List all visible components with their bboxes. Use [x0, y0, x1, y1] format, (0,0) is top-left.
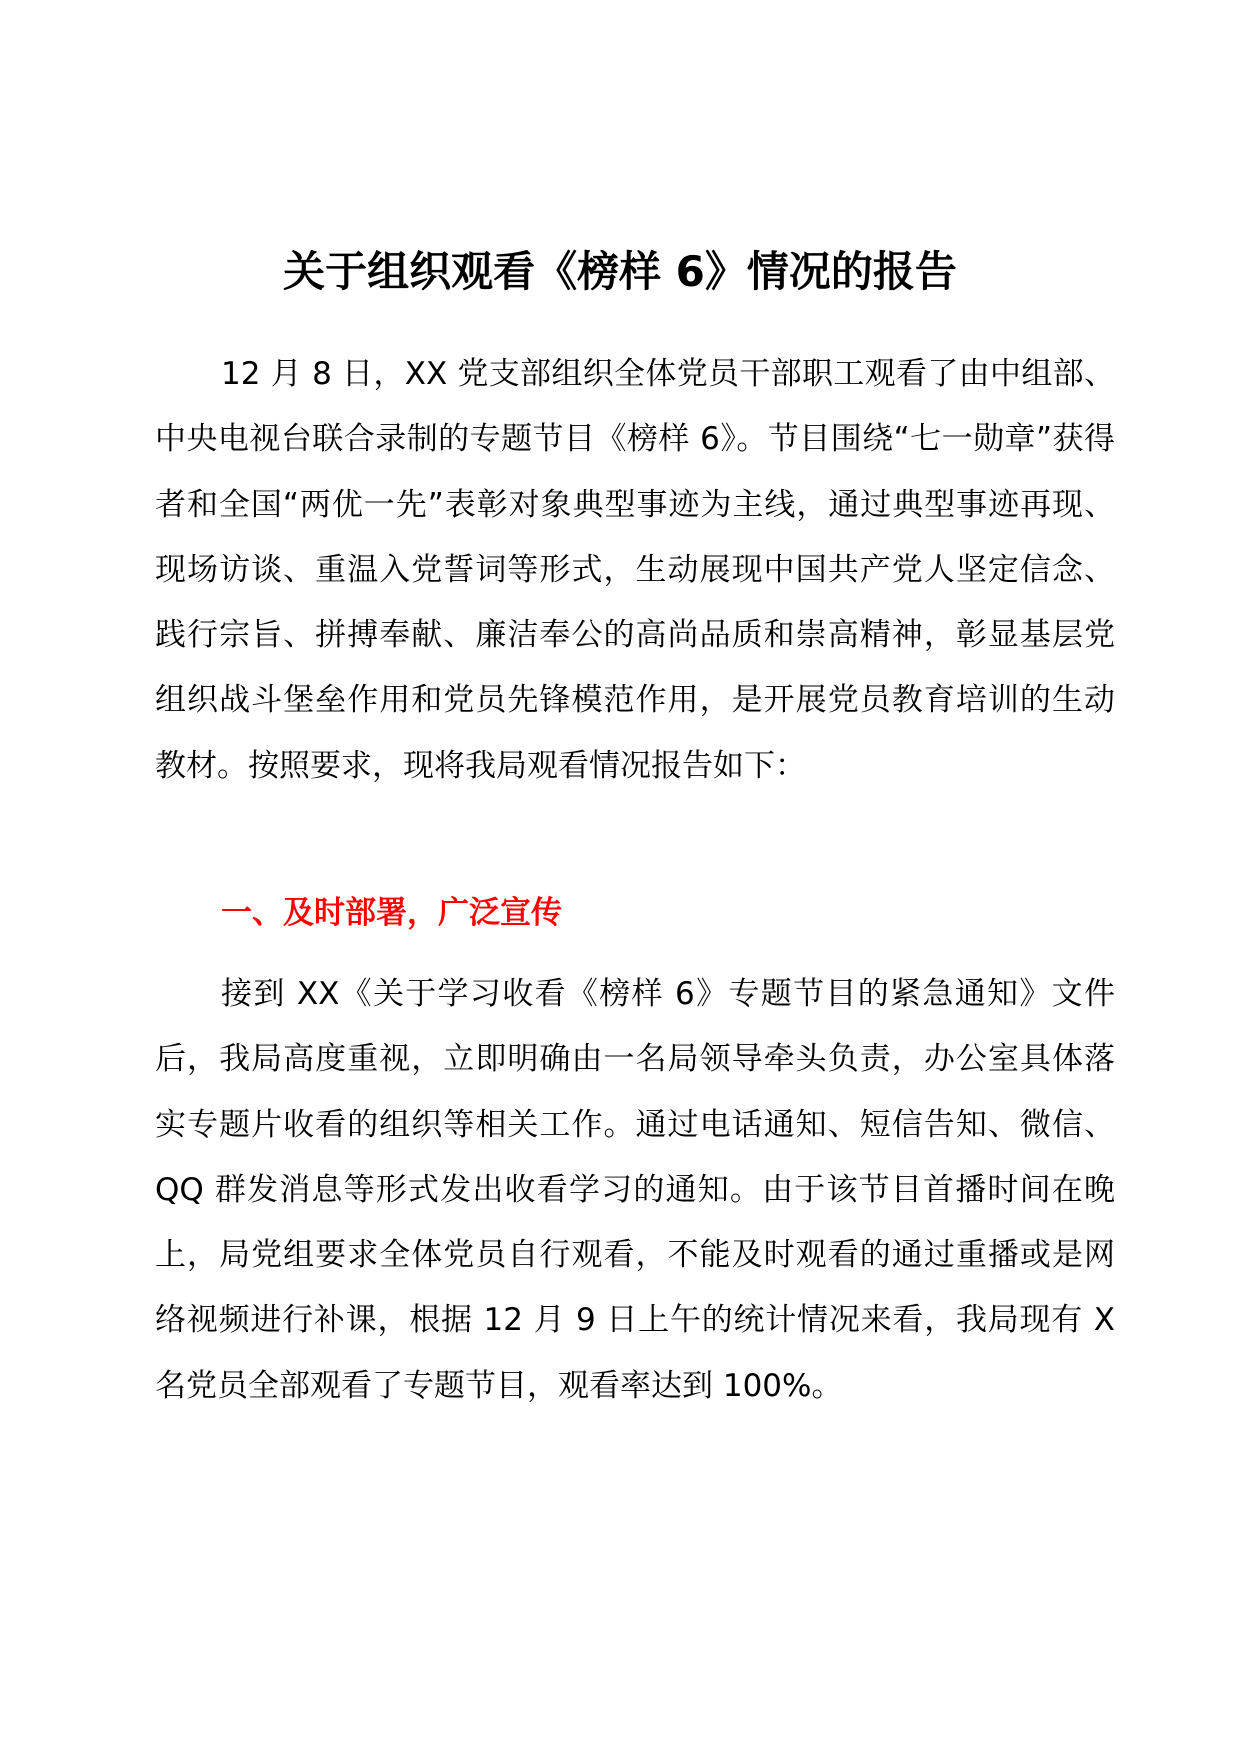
body-paragraph-deployment: 接到 XX《关于学习收看《榜样 6》专题节目的紧急通知》文件后，我局高度重视，立即明确由一名局领导牵头负责，办公室具体落实专题片收看的组织等相关工作。通过电话通知、短信告知、微信、QQ 群发消息等形式发出收看学习的通知。由于该节目首播时间在晚上，局党组要求全体党员自行观看，不能及时观看的通过重播或是网络视频进行补课，根据 12 月 9 日上午的统计情况来看，我局现有 X 名党员全部观看了专题节目，观看率达到 100%。 — [155, 976, 1115, 1404]
document-title: 关于组织观看《榜样 6》情况的报告 — [283, 247, 957, 296]
body-paragraph-intro: 12 月 8 日，XX 党支部组织全体党员干部职工观看了由中组部、中央电视台联合录制的专题节目《榜样 6》。节目围绕“七一勋章”获得者和全国“两优一先”表彰对象典型事迹为主线，通过典型事迹再现、现场访谈、重温入党誓词等形式，生动展现中国共产党人坚定信念、践行宗旨、拼搏奉献、廉洁奉公的高尚品质和崇高精神，彰显基层党组织战斗堡垒作用和党员先锋模范作用，是开展党员教育培训的生动教材。按照要求，现将我局观看情况报告如下： — [155, 356, 1115, 784]
section-heading: 一、及时部署，广泛宣传 — [221, 895, 562, 931]
